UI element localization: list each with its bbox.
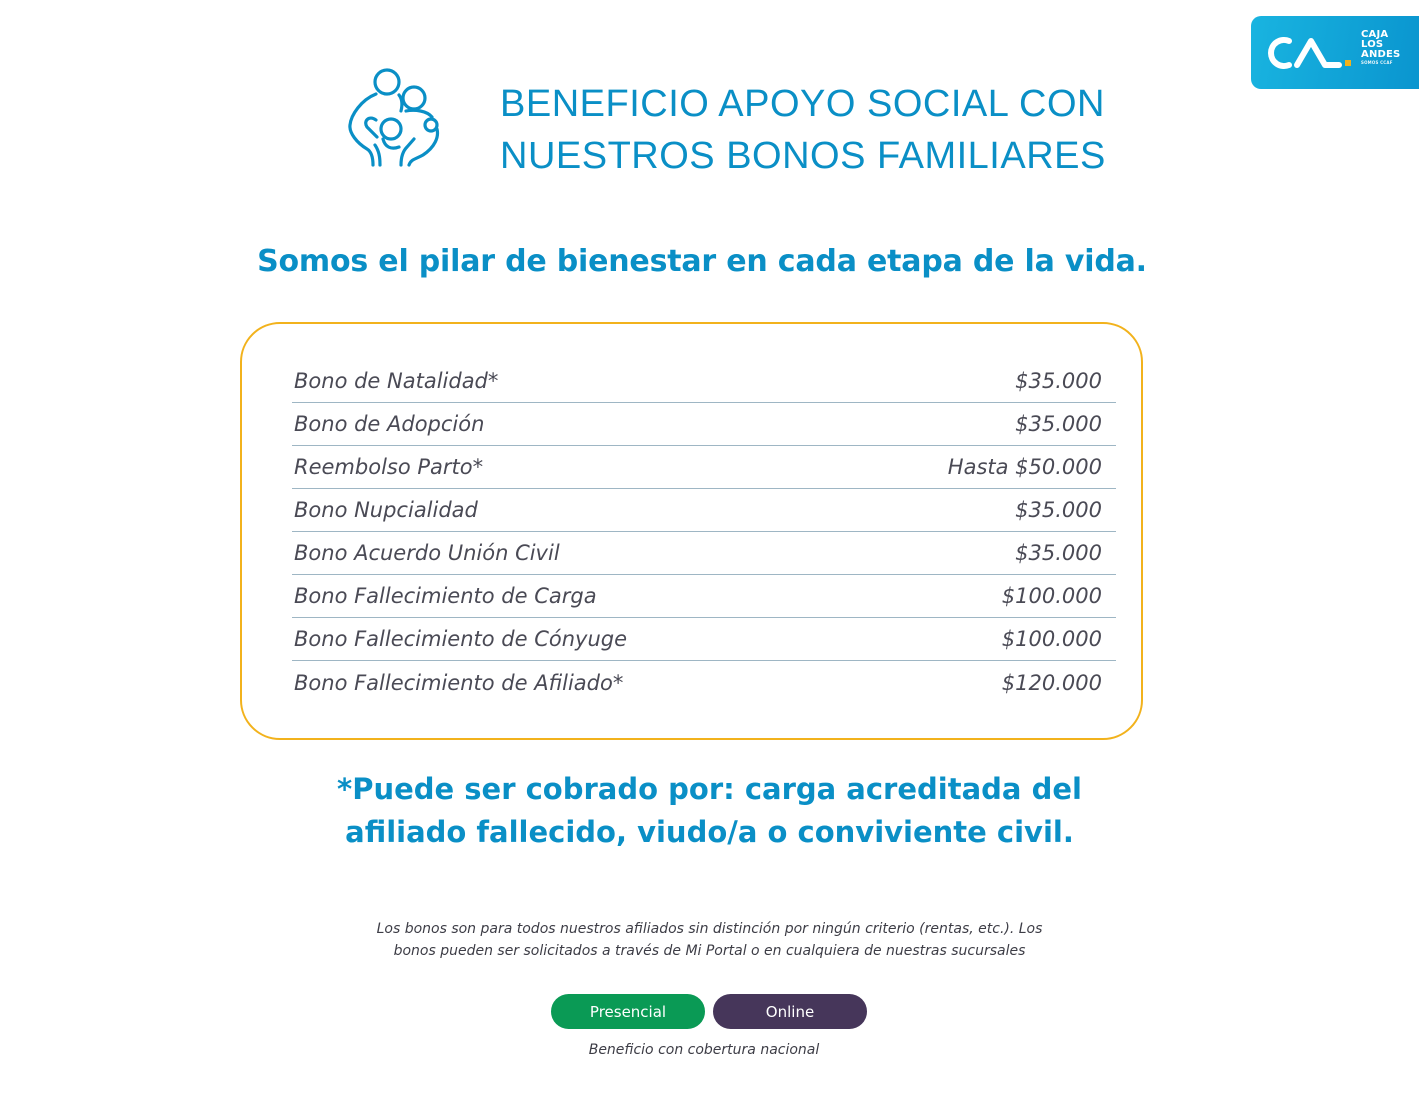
tagline: Somos el pilar de bienestar en cada etapa de la vida. [257,244,1147,279]
cla-logo-icon [1267,33,1357,73]
online-badge: Online [713,994,867,1029]
logo-line: ANDES [1361,49,1401,60]
bono-name: Bono Fallecimiento de Carga [294,584,597,608]
presencial-badge: Presencial [551,994,705,1029]
bono-row [292,532,1116,575]
bono-row [292,446,1116,489]
coverage-text: Beneficio con cobertura nacional [588,1042,820,1058]
caja-los-andes-logo [1251,16,1419,89]
title-line: BENEFICIO APOYO SOCIAL CON [500,83,1105,125]
logo-wordmark [1361,30,1400,66]
footnote [0,768,1419,854]
bono-name: Bono Fallecimiento de Cónyuge [294,627,628,651]
page-title [500,78,1140,182]
bono-name: Bono Fallecimiento de Afiliado* [294,670,624,695]
footnote-line: *Puede ser cobrado por: carga acreditada del [337,772,1082,806]
bonos-list [292,360,1116,704]
family-icon [343,67,443,167]
bono-name: Reembolso Parto* [294,455,484,479]
bono-row [292,360,1116,403]
logo-tagline: SOMOS CCAF [1361,60,1393,65]
bono-amount: $120.000 [1001,670,1102,695]
bono-amount: $100.000 [1001,627,1102,651]
bono-name: Bono Acuerdo Unión Civil [294,541,560,565]
logo-line: LOS [1361,39,1384,50]
fineprint [0,918,1419,962]
bono-amount: $35.000 [1015,541,1102,565]
bono-name: Bono de Adopción [294,412,485,436]
bonos-panel [240,322,1143,740]
bono-name: Bono de Natalidad* [294,369,499,393]
logo-line: CAJA [1361,29,1389,40]
title-line: NUESTROS BONOS FAMILIARES [500,135,1106,177]
bono-name: Bono Nupcialidad [294,498,478,522]
bono-amount: $100.000 [1001,584,1102,608]
bono-amount: Hasta $50.000 [947,455,1102,479]
bono-row [292,618,1116,661]
fineprint-line: bonos pueden ser solicitados a través de Mi Portal o en cualquiera de nuestras sucursales [393,943,1026,959]
fineprint-line: Los bonos son para todos nuestros afiliados sin distinción por ningún criterio (rentas, etc.). Los [376,921,1043,937]
bono-amount: $35.000 [1015,498,1102,522]
bono-row [292,575,1116,618]
bono-row [292,489,1116,532]
bono-amount: $35.000 [1015,412,1102,436]
bono-row [292,661,1116,704]
bono-row [292,403,1116,446]
footnote-line: afiliado fallecido, viudo/a o conviviente civil. [345,815,1074,849]
bono-amount: $35.000 [1015,369,1102,393]
